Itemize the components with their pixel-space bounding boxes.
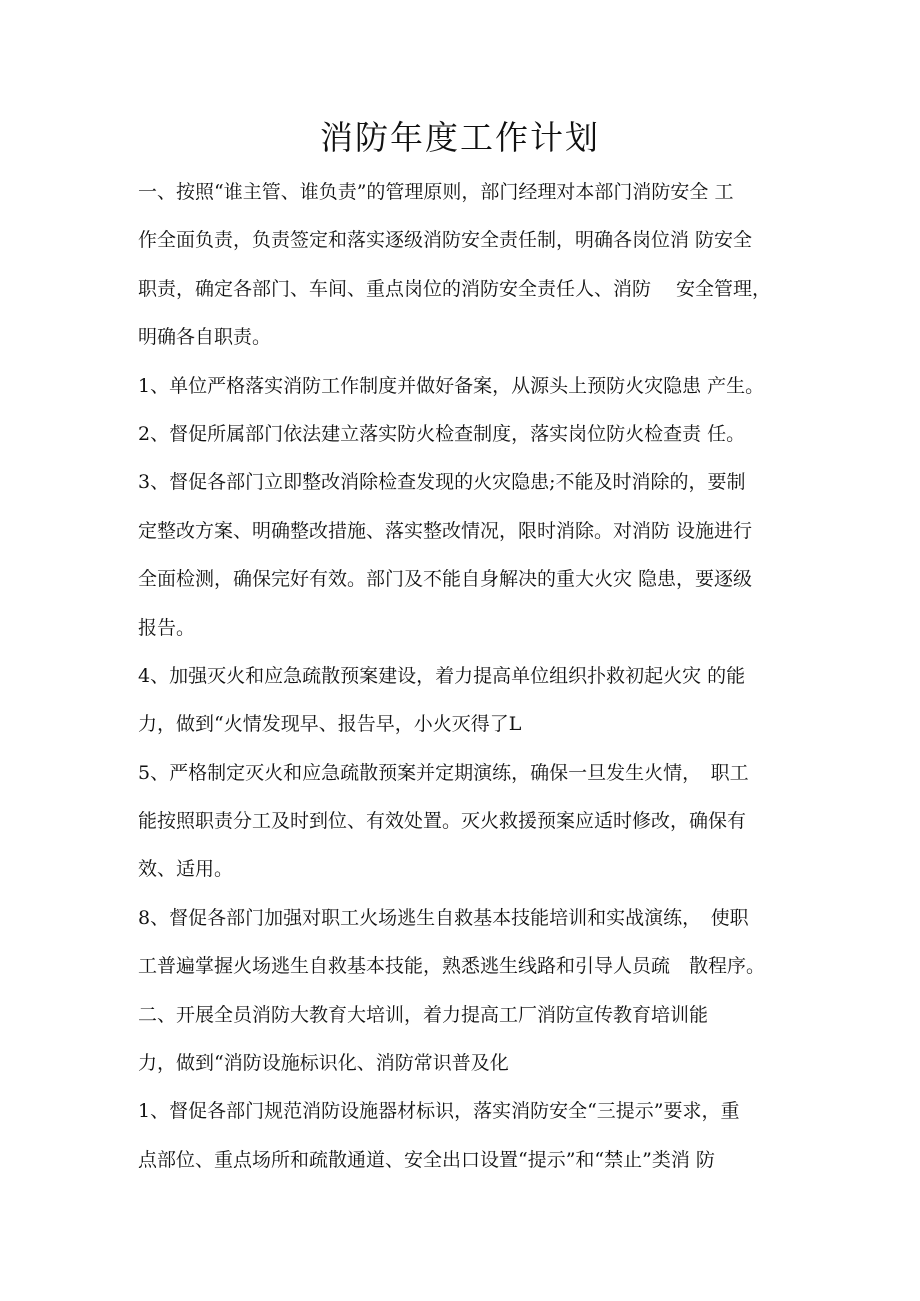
text-line: 3、督促各部门立即整改消除检查发现的火灾隐患;不能及时消除的，要制 [138, 471, 746, 494]
text-line: 点部位、重点场所和疏散通道、安全出口设置“提示”和“禁止”类消 防 [138, 1148, 715, 1171]
text-line: 2、督促所属部门依法建立落实防火检查制度，落实岗位防火检查责 任。 [138, 422, 746, 445]
document-body [138, 168, 798, 1184]
document-title: 消防年度工作计划 [320, 118, 600, 157]
text-line: 效、适用。 [138, 858, 234, 881]
text-line: 工普遍掌握火场逃生自救基本技能，熟悉逃生线路和引导人员疏 散程序。 [138, 955, 766, 978]
text-line: 4、加强灭火和应急疏散预案建设，着力提高单位组织扑救初起火灾 的能 [138, 664, 746, 687]
text-line: 能按照职责分工及时到位、有效处置。灭火救援预案应适时修改，确保有 [138, 810, 747, 833]
text-line: 定整改方案、明确整改措施、落实整改情况，限时消除。对消防 设施进行 [138, 519, 753, 542]
text-line: 全面检测，确保完好有效。部门及不能自身解决的重大火灾 隐患，要逐级 [138, 568, 753, 591]
text-line: 一、按照“谁主管、谁负责”的管理原则，部门经理对本部门消防安全 工 [138, 181, 734, 203]
text-line: 1、督促各部门规范消防设施器材标识，落实消防安全“三提示”要求，重 [138, 1100, 740, 1123]
text-line: 二、开展全员消防大教育大培训，着力提高工厂消防宣传教育培训能 [138, 1003, 709, 1026]
text-line: 作全面负责，负责签定和落实逐级消防安全责任制，明确各岗位消 防安全 [138, 229, 753, 252]
text-line: 5、严格制定灭火和应急疏散预案并定期演练，确保一旦发生火情， 职工 [138, 761, 749, 784]
text-line: 力，做到“火情发现早、报告早，小火灭得了L [138, 713, 522, 736]
text-line: 力，做到“消防设施标识化、消防常识普及化 [138, 1052, 509, 1075]
text-line: 报告。 [138, 616, 196, 639]
text-line: 8、督促各部门加强对职工火场逃生自救基本技能培训和实战演练， 使职 [138, 906, 749, 929]
text-line: 明确各自职责。 [138, 326, 272, 349]
text-line: 职责，确定各部门、车间、重点岗位的消防安全责任人、消防 安全管理， [138, 277, 772, 300]
text-line: 1、单位严格落实消防工作制度并做好备案，从源头上预防火灾隐患 产生。 [138, 374, 765, 397]
